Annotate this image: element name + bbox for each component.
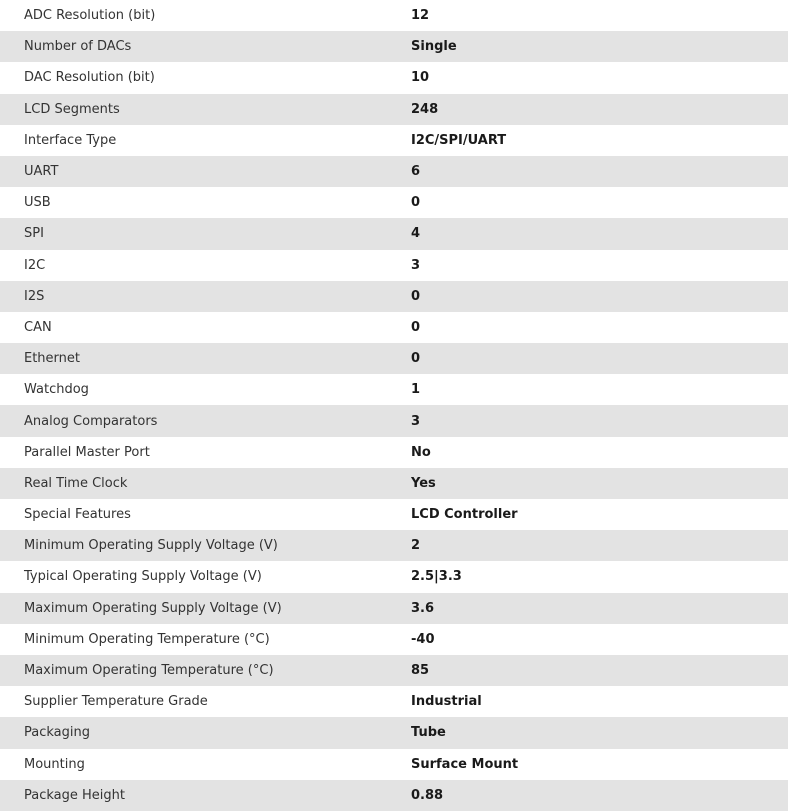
spec-label: Package Height — [24, 787, 125, 803]
spec-row — [0, 561, 788, 592]
spec-row — [0, 405, 788, 436]
spec-label: Packaging — [24, 725, 90, 741]
spec-label: USB — [24, 195, 51, 211]
spec-row — [0, 468, 788, 499]
spec-row — [0, 0, 788, 31]
spec-value: 1 — [411, 382, 421, 398]
spec-label: Real Time Clock — [24, 475, 128, 491]
spec-row — [0, 94, 788, 125]
spec-value: 0 — [411, 319, 421, 335]
spec-row — [0, 717, 788, 748]
spec-row — [0, 749, 788, 780]
spec-label: Maximum Operating Temperature (°C) — [24, 663, 274, 679]
spec-row — [0, 530, 788, 561]
spec-value: 0.88 — [411, 787, 444, 803]
spec-value: I2C/SPI/UART — [411, 132, 507, 148]
spec-label: I2C — [24, 257, 46, 273]
spec-row — [0, 250, 788, 281]
spec-value: Industrial — [411, 694, 482, 710]
spec-row — [0, 281, 788, 312]
spec-row — [0, 780, 788, 811]
spec-value: 4 — [411, 226, 421, 242]
spec-label: I2S — [24, 288, 45, 304]
spec-label: Ethernet — [24, 351, 80, 367]
spec-label: Watchdog — [24, 382, 89, 398]
spec-row — [0, 312, 788, 343]
spec-row — [0, 437, 788, 468]
spec-row — [0, 499, 788, 530]
spec-label: DAC Resolution (bit) — [24, 70, 155, 86]
spec-value: 0 — [411, 195, 421, 211]
spec-label: SPI — [24, 226, 44, 242]
spec-value: LCD Controller — [411, 507, 518, 523]
spec-label: Special Features — [24, 507, 131, 523]
spec-label: Parallel Master Port — [24, 444, 150, 460]
spec-row — [0, 187, 788, 218]
spec-value: 2.5|3.3 — [411, 569, 462, 585]
spec-value: 248 — [411, 101, 439, 117]
spec-value: 0 — [411, 351, 421, 367]
spec-row — [0, 343, 788, 374]
spec-value: 6 — [411, 164, 421, 180]
spec-label: Supplier Temperature Grade — [24, 694, 208, 710]
spec-row — [0, 125, 788, 156]
spec-value: 2 — [411, 538, 421, 554]
spec-value: No — [411, 444, 431, 460]
spec-value: 3 — [411, 257, 421, 273]
spec-row — [0, 374, 788, 405]
spec-row — [0, 593, 788, 624]
spec-value: 12 — [411, 8, 430, 24]
spec-row — [0, 686, 788, 717]
spec-label: Number of DACs — [24, 39, 132, 55]
spec-row — [0, 655, 788, 686]
spec-value: -40 — [411, 631, 435, 647]
spec-label: Interface Type — [24, 132, 117, 148]
spec-label: Minimum Operating Temperature (°C) — [24, 631, 270, 647]
spec-value: 3.6 — [411, 600, 435, 616]
spec-value: 85 — [411, 663, 430, 679]
spec-value: 0 — [411, 288, 421, 304]
spec-value: Yes — [411, 475, 436, 491]
spec-label: ADC Resolution (bit) — [24, 8, 156, 24]
spec-row — [0, 62, 788, 93]
spec-label: UART — [24, 164, 59, 180]
spec-value: Surface Mount — [411, 756, 519, 772]
spec-row — [0, 218, 788, 249]
spec-label: LCD Segments — [24, 101, 120, 117]
spec-label: Maximum Operating Supply Voltage (V) — [24, 600, 282, 616]
spec-label: Mounting — [24, 756, 85, 772]
spec-label: CAN — [24, 319, 52, 335]
spec-row — [0, 624, 788, 655]
spec-label: Typical Operating Supply Voltage (V) — [24, 569, 262, 585]
spec-value: Tube — [411, 725, 446, 741]
spec-row — [0, 31, 788, 62]
spec-value: Single — [411, 39, 457, 55]
spec-row — [0, 156, 788, 187]
spec-label: Minimum Operating Supply Voltage (V) — [24, 538, 278, 554]
spec-value: 3 — [411, 413, 421, 429]
spec-label: Analog Comparators — [24, 413, 158, 429]
spec-value: 10 — [411, 70, 430, 86]
